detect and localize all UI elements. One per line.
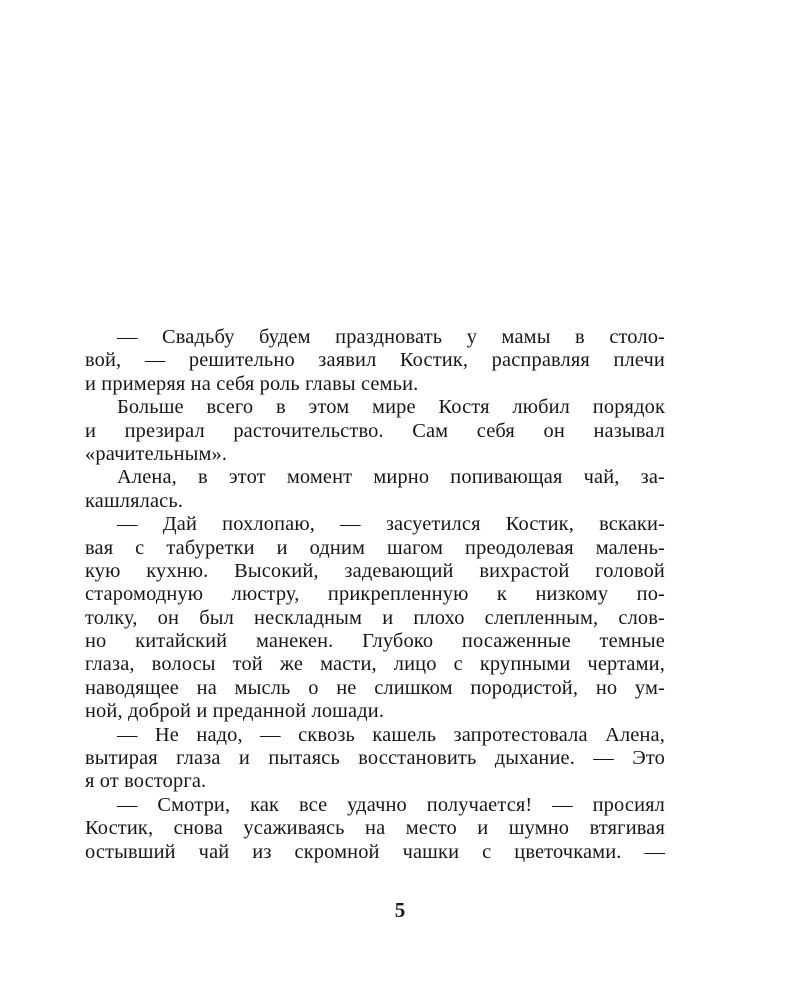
text-line: Больше всего в этом мире Костя любил порядок: [117, 396, 665, 419]
text-line: остывший чай из скромной чашки с цветочками. —: [85, 840, 665, 863]
body-text: [85, 326, 665, 864]
text-line: толку, он был нескладным и плохо слепленным, слов-: [85, 606, 665, 629]
text-line: «рачительным».: [85, 442, 228, 465]
text-line: но китайский манекен. Глубоко посаженные темные: [85, 630, 665, 653]
text-line: старомодную люстру, прикрепленную к низкому по-: [85, 583, 665, 606]
text-line: ной, доброй и преданной лошади.: [85, 700, 385, 723]
text-line: глаза, волосы той же масти, лицо с крупными чертами,: [85, 653, 665, 676]
text-line: — Не надо, — сквозь кашель запротестовала Алена,: [117, 723, 665, 746]
text-line: кашлялась.: [85, 489, 184, 512]
text-line: я от восторга.: [85, 770, 207, 793]
text-line: — Дай похлопаю, — засуетился Костик, вскаки-: [117, 513, 665, 536]
text-line: Алена, в этот момент мирно попивающая чай, за-: [117, 466, 665, 489]
text-line: наводящее на мысль о не слишком породистой, но ум-: [85, 676, 665, 699]
text-line: — Смотри, как все удачно получается! — просиял: [117, 793, 665, 816]
text-line: вая с табуретки и одним шагом преодолевая малень-: [85, 536, 665, 559]
page-number: 5: [394, 898, 406, 922]
text-line: и презирал расточительство. Сам себя он называл: [85, 419, 665, 442]
text-line: вой, — решительно заявил Костик, расправляя плечи: [85, 349, 665, 372]
text-line: кую кухню. Высокий, задевающий вихрастой головой: [85, 559, 665, 582]
text-line: вытирая глаза и пытаясь восстановить дыхание. — Это: [85, 747, 665, 770]
text-line: и примеряя на себя роль главы семьи.: [85, 372, 419, 395]
text-line: — Свадьбу будем праздновать у мамы в столо-: [117, 326, 665, 348]
text-line: Костик, снова усаживаясь на место и шумно втягивая: [85, 817, 665, 840]
